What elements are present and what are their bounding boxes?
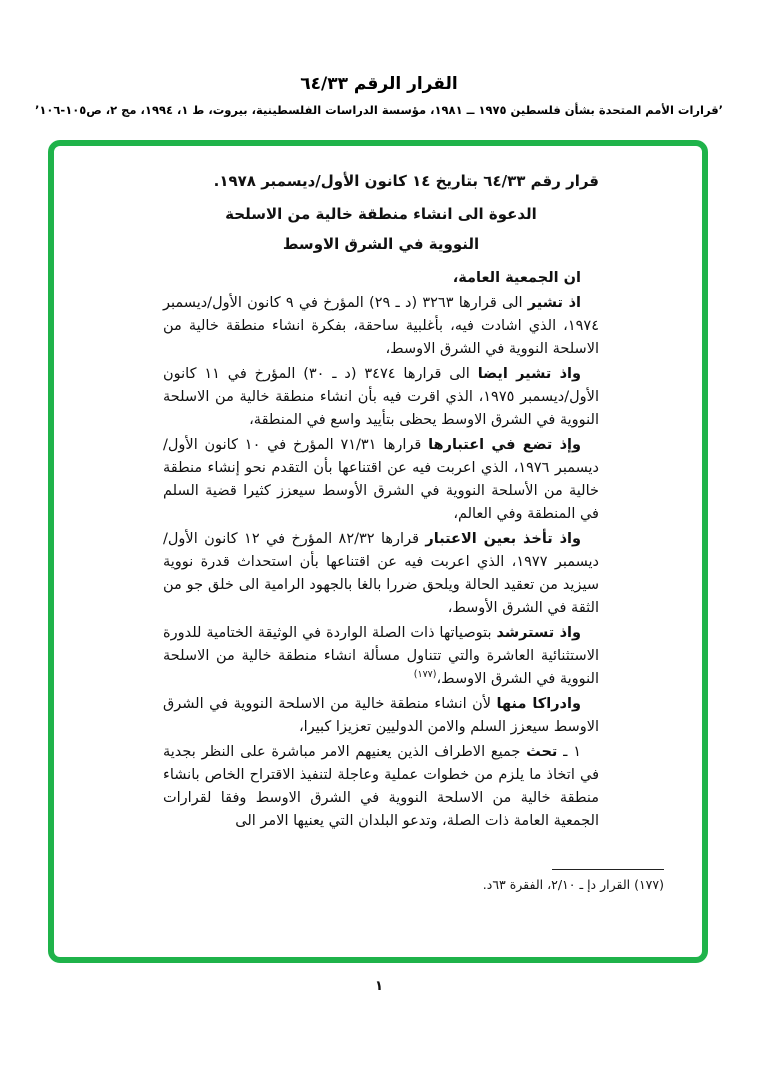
paragraph-lead: واذ تشير ايضا <box>477 366 581 382</box>
preamble-paragraph-conscious <box>163 693 599 739</box>
preamble-paragraph-guided-by <box>163 622 599 691</box>
page-title: القرار الرقم ٦٤/٣٣ <box>300 74 458 94</box>
paragraph-lead: وادراكا منها <box>496 696 581 712</box>
paragraph-number: ١ ـ <box>557 744 581 760</box>
source-citation: ’قرارات الأمم المتحدة بشأن فلسطين ١٩٧٥ ــ ١٩٨١، مؤسسة الدراسات الفلسطينية، بيروت، ط ١، ١٩٩٤، مج ٢، ص١٠٥-١٠٦’ <box>34 103 724 117</box>
decision-title-line1: الدعوة الى انشاء منطقة خالية من الاسلحة <box>225 205 537 223</box>
operative-paragraph-1 <box>163 741 599 833</box>
decision-date-heading: قرار رقم ٦٤/٣٣ بتاريخ ١٤ كانون الأول/ديسمبر ١٩٧٨. <box>213 172 599 190</box>
paragraph-text: جميع الاطراف الذين يعنيهم الامر مباشرة على النظر بجدية في اتخاذ ما يلزم من خطوات عملية وعاجلة لتنفيذ الاقتراح الخاص بانشاء منطقة خالية من الاسلحة النووية في الشرق الاوسط وفقا لقرارات الجمعية العامة ذات الصلة، وتدعو البلدان التي يعنيها الامر الى <box>163 744 599 829</box>
preamble-paragraph-bearing-in-mind <box>163 434 599 526</box>
footnote-reference-marker: (١٧٧) <box>413 669 437 681</box>
paragraph-text: بتوصياتها ذات الصلة الواردة في الوثيقة الختامية للدورة الاستثنائية العاشرة والتي تتناول مسألة انشاء منطقة خالية من الاسلحة النووية في الشرق الاوسط، <box>163 625 599 687</box>
paragraph-lead: ان الجمعية العامة، <box>452 270 581 286</box>
footnote-block <box>436 869 664 894</box>
preamble-paragraph-assembly <box>163 267 599 290</box>
page-number: ١ <box>374 978 384 994</box>
paragraph-text: لأن انشاء منطقة خالية من الاسلحة النووية في الشرق الاوسط سيعزز السلم والامن الدوليين تعزيزا كبيرا، <box>163 696 599 735</box>
preamble-paragraph-taking-into-account <box>163 528 599 620</box>
paragraph-text: قرارها ٨٢/٣٢ المؤرخ في ١٢ كانون الأول/ديسمبر ١٩٧٧، الذي اعربت فيه عن اقتناعها بأن استحداث قدرة نووية سيزيد من تعقيد الحالة ويلحق ضررا بالغا بالجهود الرامية الى خلق جو من الثقة في الشرق الأوسط، <box>163 531 600 616</box>
paragraph-text: الى قرارها ٣٢٦٣ (د ـ ٢٩) المؤرخ في ٩ كانون الأول/ديسمبر ١٩٧٤، الذي اشادت فيه، بأغلبية ساحقة، بفكرة انشاء منطقة خالية من الاسلحة النووية في الشرق الاوسط، <box>163 295 599 357</box>
paragraph-text: الى قرارها ٣٤٧٤ (د ـ ٣٠) المؤرخ في ١١ كانون الأول/ديسمبر ١٩٧٥، الذي اقرت فيه بأن انشاء منطقة خالية من الاسلحة النووية في الشرق الاوسط يحظى بتأييد واسع في المنطقة، <box>163 366 599 428</box>
footnote-separator-rule <box>552 869 664 870</box>
footnote-text: (١٧٧) القرار دإ ـ ٢/١٠، الفقرة ٦٣د. <box>482 877 664 892</box>
paragraph-lead: تحث <box>526 744 558 760</box>
paragraph-lead: واذ تسترشد <box>496 625 581 641</box>
preamble-paragraph-recalls-also <box>163 363 599 432</box>
paragraph-text: قرارها ٧١/٣١ المؤرخ في ١٠ كانون الأول/ديسمبر ١٩٧٦، الذي اعربت فيه عن اقتناعها بأن التقدم نحو إنشاء منطقة خالية من الأسلحة النووية في الشرق الأوسط سيعزز كثيرا قضية السلم في المنطقة وفي العالم، <box>163 437 600 522</box>
paragraph-lead: اذ تشير <box>527 295 581 311</box>
preamble-paragraph-recalls <box>163 292 599 361</box>
paragraph-lead: واذ تأخذ بعين الاعتبار <box>425 531 581 547</box>
paragraph-lead: وإذ تضع في اعتبارها <box>428 437 582 453</box>
decision-body <box>163 170 599 835</box>
decision-title-line2: النووية في الشرق الاوسط <box>282 235 480 253</box>
